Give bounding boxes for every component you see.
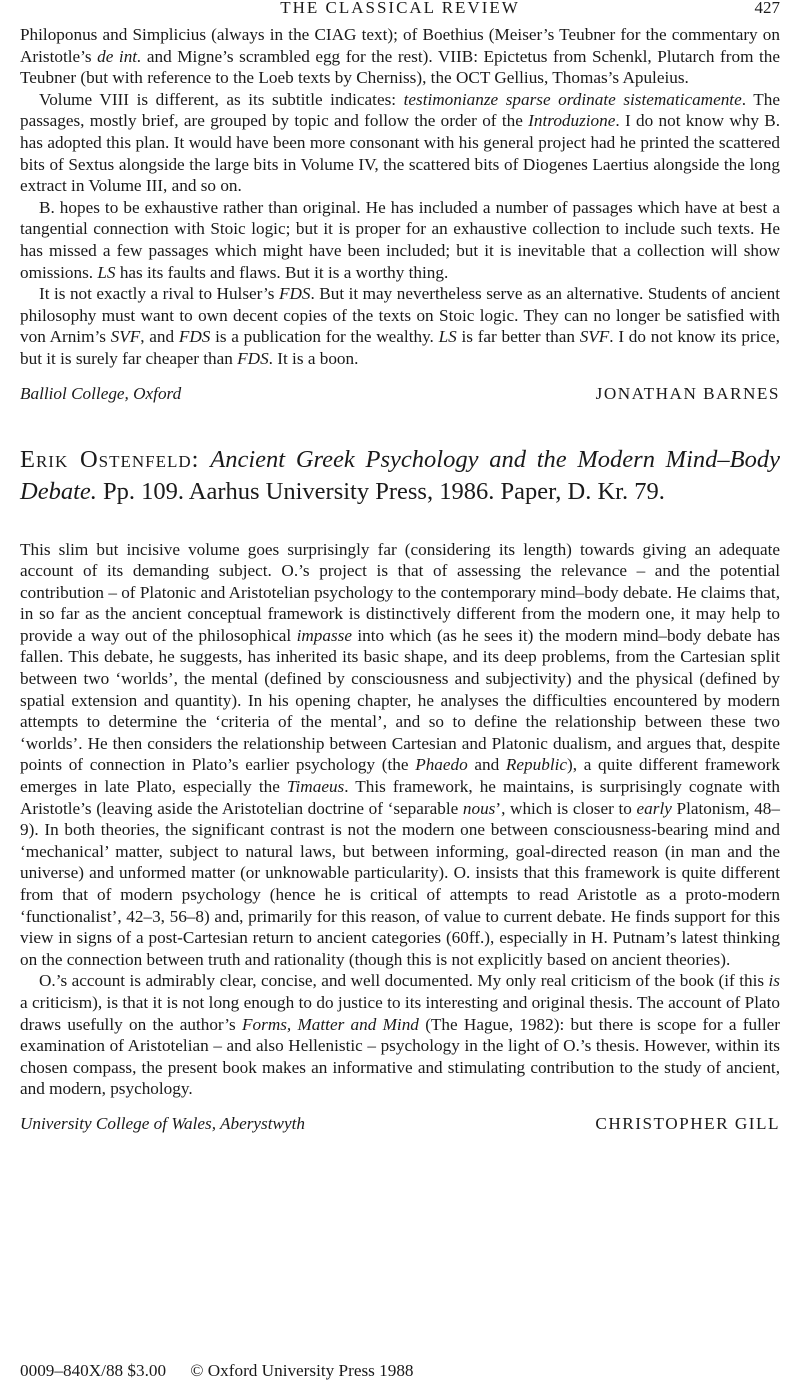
italic-run: FDS [178,327,211,347]
page [20,0,780,1136]
review-barnes-body [20,24,780,370]
paragraph [20,24,780,89]
text-run: is a publication for the wealthy. [210,327,439,347]
italic-run: FDS [278,284,311,304]
italic-run: impasse [296,625,352,645]
text-run: B. hopes to be exhaustive rather than original. He has included a number of passages which have at best a tangential connection with Stoic logic; but it is proper for an exhaustive collection to include such texts. He has missed a few passages which might have been included; but it is inevitable that a collection will show omissions. [20,197,780,282]
paragraph [20,283,780,369]
page-number: 427 [754,0,780,17]
text-run: . It is a boon. [268,348,359,368]
text-run: Volume VIII is different, as its subtitle indicates: [39,89,404,109]
italic-run: FDS [237,348,269,368]
italic-run: Republic [505,755,567,775]
text-run: , and [140,327,179,347]
italic-run: nous [462,798,496,818]
italic-run: Phaedo [415,755,468,775]
text-run: . I do not know its price, but it is surely far cheaper than [20,327,780,368]
book-author: Erik Ostenfeld: [20,445,200,473]
italic-run: Introduzione [528,111,616,131]
italic-run: Timaeus [286,777,345,797]
text-run: . This framework, he maintains, is surprisingly cognate with Aristotle’s (leaving aside the Aristotelian doctrine of ‘separable [20,777,780,818]
text-run: This slim but incisive volume goes surprisingly far (considering its length) towards giving an adequate account of its demanding subject. O.’s project is that of assessing the relevance – and the potential contribution – of Platonic and Aristotelian psychology to the contemporary mind–body debate. He claims that, in so far as the ancient conceptual framework is distinctively different from the modern one, it may help to provide a way out of the philosophical [20,539,780,645]
text-run: is far better than [456,327,580,347]
paragraph [20,197,780,283]
text-run: . But it may nevertheless serve as an alternative. Students of ancient philosophy must want to own decent copies of the texts on Stoic logic. They can no longer be satisfied with von Arnim’s [20,284,781,347]
reviewer-affiliation: Balliol College, Oxford [20,383,182,403]
italic-run: LS [438,327,457,347]
text-run: Philoponus and Simplicius (always in the CIAG text); of Boethius (Meiser’s Teubner for the commentary on Aristotle’s [20,25,780,66]
book-title: Ancient Greek Psychology and the Modern Mind–Body Debate. [20,445,780,505]
italic-run: SVF [579,327,610,347]
italic-run: SVF [110,327,141,347]
italic-run: testimonianze sparse ordinate sistematicamente [403,89,742,109]
review-gill-body [20,539,780,1100]
text-run: and Migne’s scrambled egg for the rest). VIIB: Epictetus from Schenkl, Plutarch from the Teubner (but with reference to the Loeb texts by Cherniss), the OCT Gellius, Thomas’s Apuleius. [20,46,780,88]
signature-barnes [20,384,780,406]
issn-code: 0009–840X/88 $3.00 [20,1361,167,1380]
italic-run: is [768,971,780,991]
text-run: a criticism), is that it is not long enough to do justice to its interesting and original thesis. The account of Plato draws usefully on the author’s [20,992,780,1034]
italic-run: de int. [97,46,142,66]
text-run: Platonism, 48–9). In both theories, the significant contrast is not the modern one between consciousness-bearing mind and ‘mechanical’ matter, subject to natural laws, but between informing, goal-directed reason (in man and the universe) and unformed matter (or unknowable particularity). O. insists that this framework is quite different from that of modern psychology (hence he is critical of attempts to read Aristotle as a proto-modern ‘functionalist’, 42–3, 56–8) and, primarily for this reason, of value to current debate. He finds support for this view in signs of a post-Cartesian return to ancient categories (60ff.), especially in H. Putnam’s latest thinking on the connection between truth and rationality (though this is not explicitly based on ancient theories). [20,798,780,969]
running-head [20,0,780,24]
text-run: and [467,755,506,775]
text-run: It is not exactly a rival to Hulser’s [39,284,279,304]
italic-run: early [636,798,672,818]
text-run: ), a quite different framework emerges in late Plato, especially the [20,755,780,797]
paragraph [20,970,780,1100]
italic-run: Forms, Matter and Mind [242,1014,419,1034]
text-run: . I do not know why B. has adopted this plan. It would have been more consonant with his general project had he printed the scattered bits of Sextus alongside the large bits in Volume IV, the scattered bits of Diogenes Laertius alongside the long extract in Volume III, and so on. [20,111,780,196]
signature-gill [20,1114,780,1136]
book-details: Pp. 109. Aarhus University Press, 1986. Paper, D. Kr. 79. [103,477,665,505]
text-run: (The Hague, 1982): but there is scope for a fuller examination of Aristotelian – and also Hellenistic – psychology in the light of O.’s thesis. However, within its chosen compass, the present book makes an informative and stimulating contribution to the study of ancient, and modern, psychology. [20,1014,780,1099]
italic-run: LS [97,262,116,282]
text-run: O.’s account is admirably clear, concise, and well documented. My only real criticism of the book (if this [39,971,769,991]
page-footer [20,1361,414,1381]
text-run: . The passages, mostly brief, are grouped by topic and follow the order of the [20,89,780,131]
reviewer-name: CHRISTOPHER GILL [595,1113,780,1133]
paragraph [20,89,780,197]
paragraph [20,539,780,971]
text-run: into which (as he sees it) the modern mind–body debate has fallen. This debate, he suggests, has inherited its basic shape, and its deep problems, from the Cartesian split between two ‘worlds’, the mental (defined by consciousness and subjectivity) and the physical (defined by spatial extension and quantity). In his opening chapter, he analyses the difficulties encountered by modern attempts to determine the ‘criteria of the mental’, and so to define the relationship between these two ‘worlds’. He then considers the relationship between Cartesian and Platonic dualism, and argues that, despite points of connection in Plato’s earlier psychology (the [20,625,780,775]
copyright: © Oxford University Press 1988 [190,1361,414,1380]
running-title: THE CLASSICAL REVIEW [280,0,520,17]
reviewer-affiliation: University College of Wales, Aberystwyth [20,1113,305,1133]
text-run: ’, which is closer to [495,798,637,818]
review-heading [20,444,780,508]
reviewer-name: JONATHAN BARNES [595,383,780,403]
text-run: has its faults and flaws. But it is a worthy thing. [115,262,449,282]
